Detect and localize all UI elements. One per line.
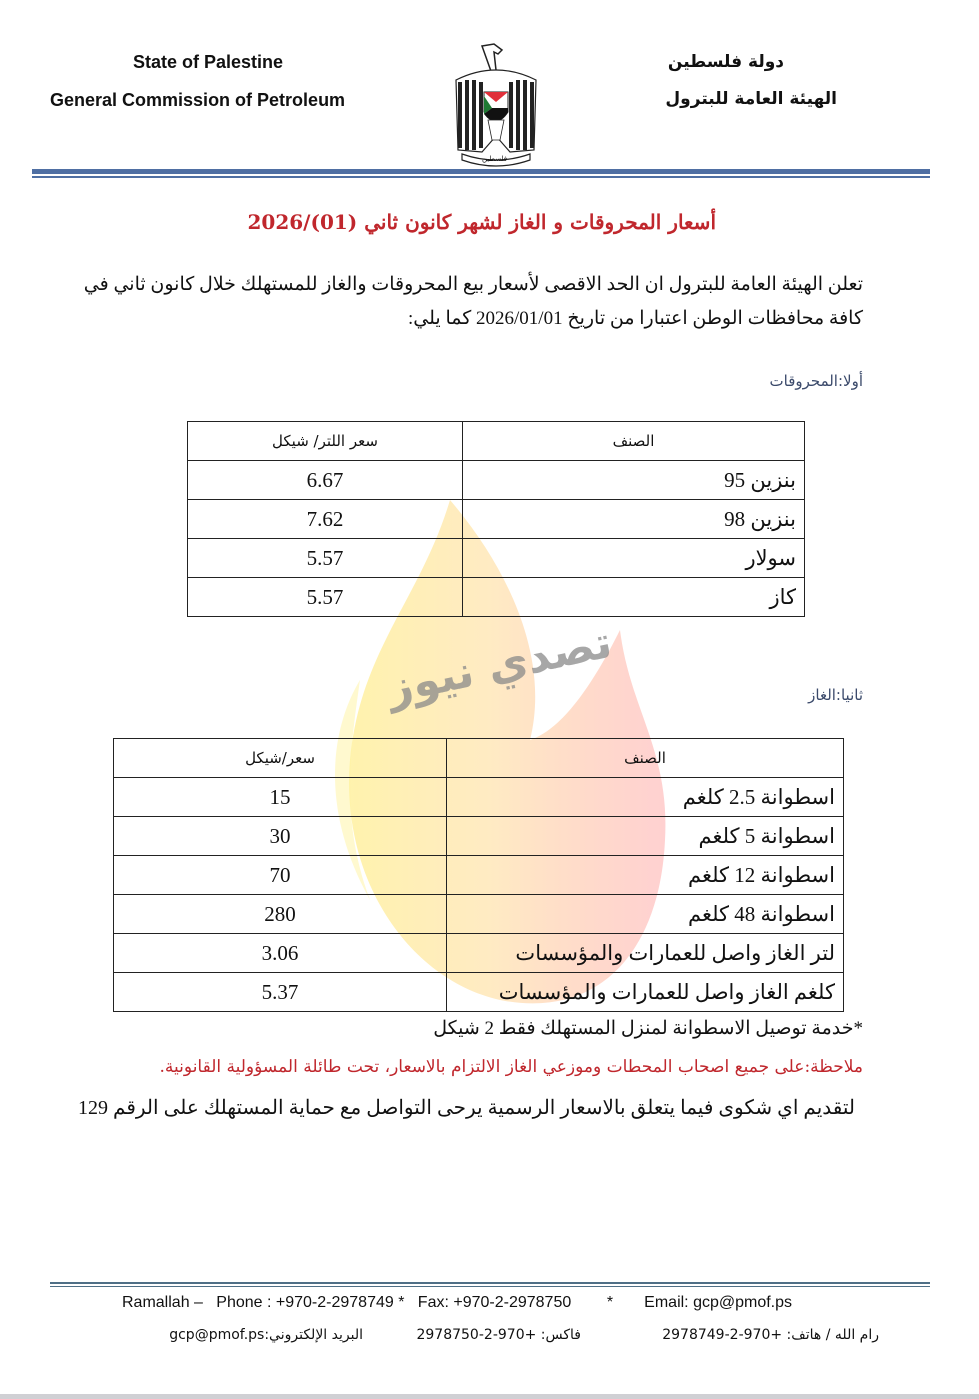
table-row xyxy=(114,973,844,1012)
intro-line2: كافة محافظات الوطن اعتبارا من تاريخ 2026/01/01 كما يلي: xyxy=(408,308,863,329)
header-rule-thin xyxy=(32,176,930,178)
item-cell: اسطوانة 48 كلغم xyxy=(447,895,844,934)
header-rule xyxy=(32,169,930,174)
footer-email[interactable]: Email: gcp@pmof.ps xyxy=(644,1294,793,1311)
footer-en-line xyxy=(122,1294,792,1312)
header-ar-line2: الهيئة العامة للبترول xyxy=(665,89,837,109)
price-cell: 15 xyxy=(114,778,447,817)
price-cell: 6.67 xyxy=(188,461,463,500)
table-row xyxy=(188,578,805,617)
page-bottom-edge xyxy=(0,1394,979,1399)
header-en-line2: General Commission of Petroleum xyxy=(50,90,346,110)
item-cell: بنزين 95 xyxy=(463,461,805,500)
complaint-note: لتقديم اي شكوى فيما يتعلق بالاسعار الرسمية يرحى التواصل مع حماية المستهلك على الرقم 129 xyxy=(78,1097,855,1119)
header-item: الصنف xyxy=(447,739,844,778)
price-cell: 5.57 xyxy=(188,539,463,578)
table-row xyxy=(114,778,844,817)
footer-rule-thin xyxy=(50,1286,930,1287)
item-cell: كلغم الغاز واصل للعمارات والمؤسسات xyxy=(447,973,844,1012)
palestine-emblem xyxy=(448,40,544,170)
footer-rule xyxy=(50,1282,930,1284)
header-item: الصنف xyxy=(463,422,805,461)
price-cell: 3.06 xyxy=(114,934,447,973)
header-price: سعر/شيكل xyxy=(114,739,447,778)
item-cell: اسطوانة 12 كلغم xyxy=(447,856,844,895)
item-cell: بنزين 98 xyxy=(463,500,805,539)
item-cell: سولار xyxy=(463,539,805,578)
price-cell: 70 xyxy=(114,856,447,895)
price-cell: 280 xyxy=(114,895,447,934)
item-cell: اسطوانة 5 كلغم xyxy=(447,817,844,856)
footer-city: Ramallah – xyxy=(122,1294,203,1311)
price-cell: 5.57 xyxy=(188,578,463,617)
warning-note: ملاحظة:على جميع اصحاب المحطات وموزعي الغاز الالتزام بالاسعار، تحت طائلة المسؤولية القانونية. xyxy=(159,1057,863,1077)
price-cell: 5.37 xyxy=(114,973,447,1012)
table-header-row xyxy=(188,422,805,461)
table-row xyxy=(188,500,805,539)
price-cell: 30 xyxy=(114,817,447,856)
header-en-line1: State of Palestine xyxy=(133,52,284,72)
delivery-note: *خدمة توصيل الاسطوانة لمنزل المستهلك فقط 2 شيكل xyxy=(433,1018,863,1039)
fuels-table xyxy=(187,421,805,617)
item-cell: لتر الغاز واصل للعمارات والمؤسسات xyxy=(447,934,844,973)
table-row xyxy=(114,856,844,895)
table-row xyxy=(114,817,844,856)
footer-ar-email[interactable]: البريد الإلكتروني:gcp@pmof.ps xyxy=(169,1327,363,1343)
gas-table xyxy=(113,738,844,1012)
item-cell: اسطوانة 2.5 كلغم xyxy=(447,778,844,817)
table-row xyxy=(188,461,805,500)
header-ar-line1: دولة فلسطين xyxy=(667,52,784,72)
footer-fax: Fax: +970-2-2978750 xyxy=(417,1294,572,1311)
table-row xyxy=(188,539,805,578)
eagle-emblem-icon xyxy=(448,40,544,170)
watermark-logo-text: تصدي نيوز xyxy=(382,616,617,715)
intro-paragraph xyxy=(83,268,863,336)
table-header-row xyxy=(114,739,844,778)
header-price: سعر اللتر/ شيكل xyxy=(188,422,463,461)
table-row xyxy=(114,895,844,934)
page-title: أسعار المحروقات و الغاز لشهر كانون ثاني (01)/2026 xyxy=(247,210,716,234)
price-cell: 7.62 xyxy=(188,500,463,539)
table-row xyxy=(114,934,844,973)
item-cell: كاز xyxy=(463,578,805,617)
footer-ar-phone: رام الله / هاتف: +970-2-2978749 xyxy=(662,1327,879,1343)
intro-line1: تعلن الهيئة العامة للبترول ان الحد الاقصى لأسعار بيع المحروقات والغاز للمستهلك خلال كانون ثاني في xyxy=(83,274,863,295)
footer-separator: * xyxy=(398,1294,405,1311)
footer-ar-fax: فاكس: +970-2-2978750 xyxy=(416,1327,581,1343)
gas-section-title: ثانيا:الغاز xyxy=(808,686,863,704)
emblem-label: فلسطين xyxy=(482,155,508,163)
footer-separator: * xyxy=(606,1294,614,1311)
fuels-section-title: أولا:المحروقات xyxy=(769,372,863,390)
footer-phone[interactable]: Phone : +970-2-2978749 xyxy=(216,1294,394,1311)
